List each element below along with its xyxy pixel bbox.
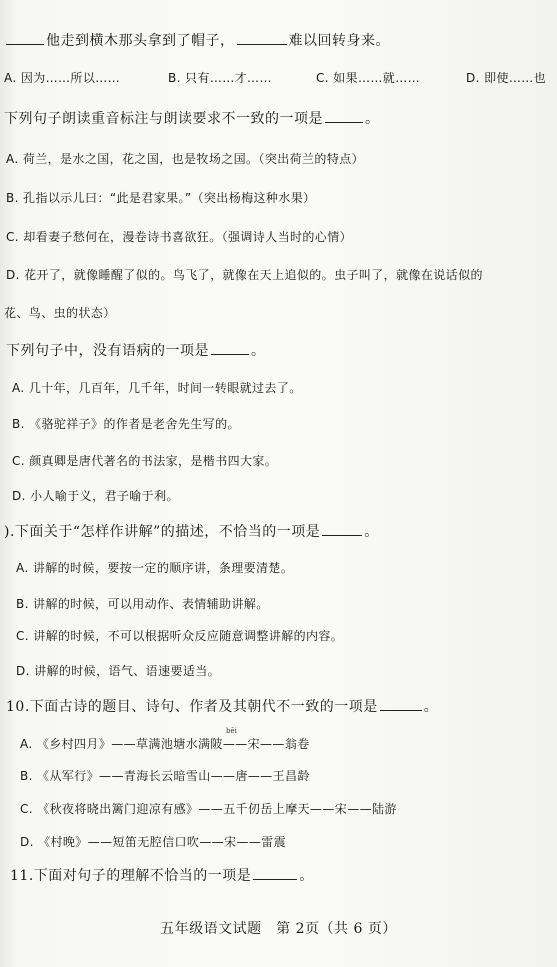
q10-pinyin-annotation: bēi	[226, 727, 237, 735]
q7-option-b: B. 只有……才……	[168, 71, 272, 85]
q8-stem-end: 。	[365, 111, 380, 127]
q8-stem	[4, 112, 380, 127]
q8-option-b: B. 孔指以示儿曰：“此是君家果。”（突出杨梅这种水果）	[6, 191, 316, 205]
q11-stem-end: 。	[299, 868, 314, 884]
q7-text-1: 他走到横木那头拿到了帽子，	[46, 33, 235, 49]
q11-blank	[253, 878, 297, 880]
q9-stem-text: 下列句子中，没有语病的一项是	[6, 343, 209, 359]
q8-option-d-line2: 花、鸟、虫的状态）	[4, 306, 116, 320]
q11-stem-text: 下面对句子的理解不恰当的一项是	[33, 868, 252, 884]
q7-line	[4, 34, 390, 49]
q10-option-c: C. 《秋夜将晓出篱门迎凉有感》——五千仞岳上摩天——宋——陆游	[20, 802, 397, 816]
q9-option-a: A. 几十年，几百年，几千年，时间一转眼就过去了。	[12, 381, 302, 395]
q7-blank-2	[237, 43, 287, 45]
q10-option-b: B. 《从军行》——青海长云暗雪山——唐——王昌龄	[20, 769, 310, 783]
q11-stem	[10, 869, 314, 884]
q8-option-c: C. 却看妻子愁何在，漫卷诗书喜欲狂。（强调诗人当时的心情）	[6, 230, 353, 244]
q10-option-a: A. 《乡村四月》——草满池塘水满陂——宋——翁卷	[20, 737, 310, 751]
q-explain-option-b: B. 讲解的时候，可以用动作、表情辅助讲解。	[16, 597, 269, 611]
q10-option-d: D. 《村晚》——短笛无腔信口吹——宋——雷震	[20, 835, 287, 849]
q-explain-stem-text: 下面关于“怎样作讲解”的描述，不恰当的一项是	[14, 524, 321, 540]
q7-option-c: C. 如果……就……	[316, 71, 421, 85]
q8-option-d-line1: D. 花开了，就像睡醒了似的。鸟飞了，就像在天上追似的。虫子叫了，就像在说话似的	[6, 268, 483, 282]
q10-number: 10.	[6, 699, 30, 715]
q7-option-d: D. 即使……也	[466, 71, 547, 85]
q9-stem-end: 。	[251, 343, 266, 359]
q9-option-d: D. 小人喻于义，君子喻于利。	[12, 489, 179, 503]
q7-text-2: 难以回转身来。	[288, 33, 390, 49]
q9-option-b: B. 《骆驼祥子》的作者是老舍先生写的。	[12, 417, 240, 431]
q7-option-a: A. 因为……所以……	[4, 71, 121, 85]
q9-stem	[6, 344, 266, 359]
q10-stem-end: 。	[423, 699, 439, 715]
q-explain-stem-end: 。	[364, 524, 379, 540]
q8-blank	[325, 121, 363, 123]
q8-option-a: A. 荷兰，是水之国，花之国，也是牧场之国。（突出荷兰的特点）	[6, 152, 365, 166]
q-explain-stem	[4, 525, 379, 540]
q10-blank	[380, 709, 422, 711]
q-explain-number: ).	[4, 524, 15, 540]
q10-stem-text: 下面古诗的题目、诗句、作者及其朝代不一致的一项是	[29, 699, 378, 715]
q7-blank-1	[6, 43, 44, 45]
q8-stem-text: 下列句子朗读重音标注与朗读要求不一致的一项是	[4, 111, 323, 127]
q-explain-option-d: D. 讲解的时候，语气、语速要适当。	[16, 664, 221, 678]
q9-option-c: C. 颜真卿是唐代著名的书法家，是楷书四大家。	[12, 454, 278, 468]
q-explain-blank	[322, 534, 362, 536]
q-explain-option-c: C. 讲解的时候，不可以根据听众反应随意调整讲解的内容。	[16, 629, 344, 643]
page-footer: 五年级语文试题 第 2页（共 6 页）	[160, 921, 397, 937]
q9-blank	[211, 353, 249, 355]
q-explain-option-a: A. 讲解的时候，要按一定的顺序讲，条理要清楚。	[16, 561, 294, 575]
q11-number: 11.	[10, 868, 34, 884]
q10-stem	[6, 700, 438, 715]
